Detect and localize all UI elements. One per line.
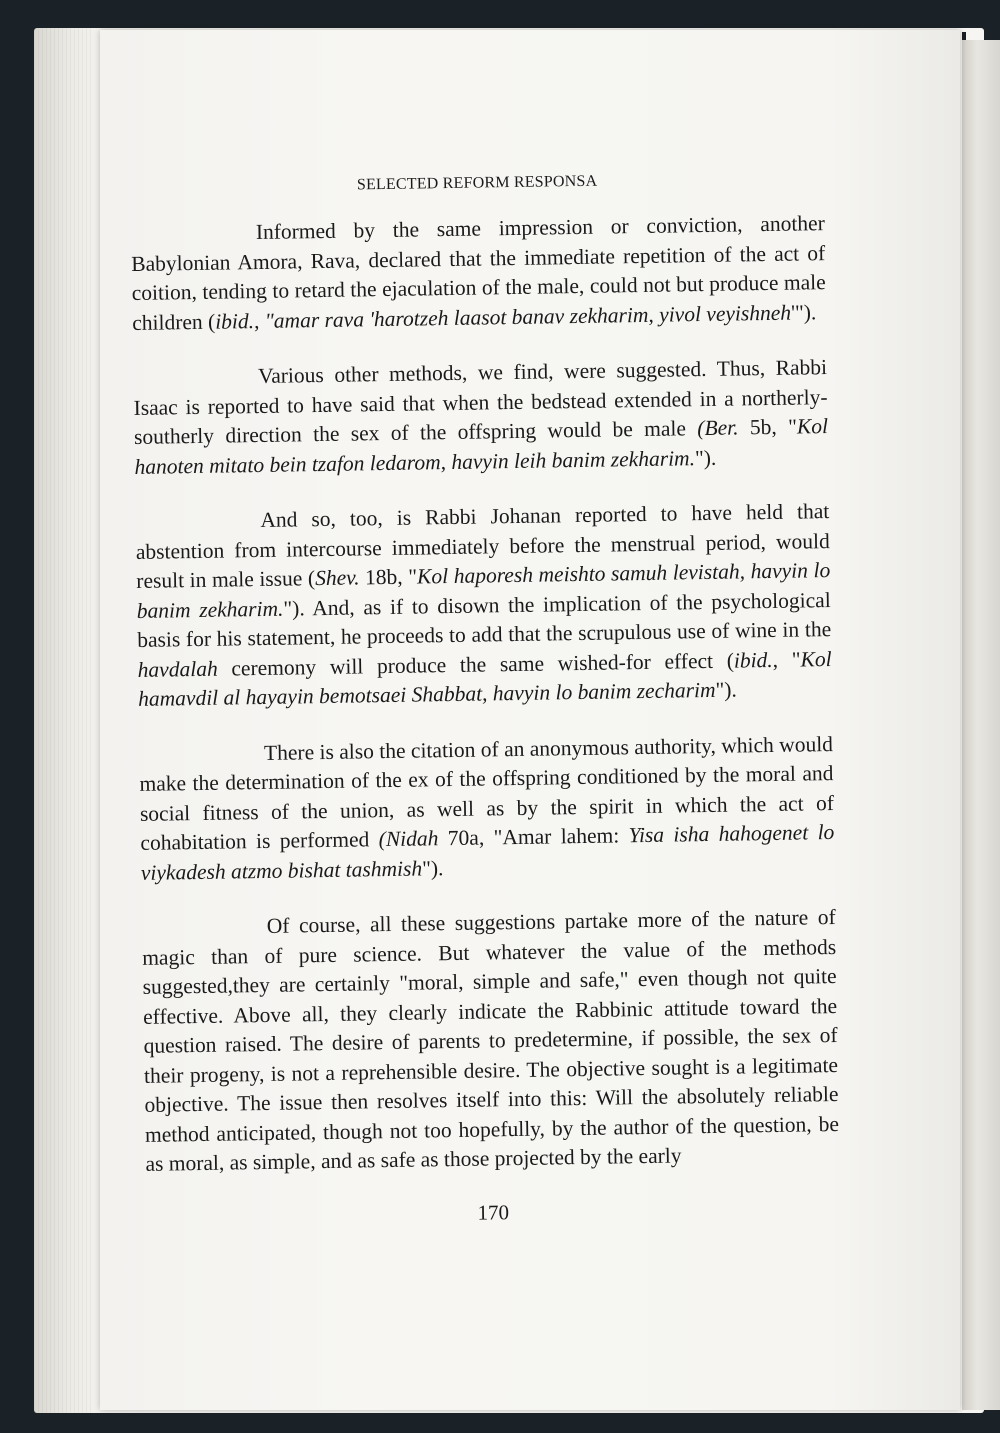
italic-run: Kol hamavdil al hayayin bemotsaei Shabbat, havyin lo banim zecharim (137, 646, 832, 711)
text-run: 18b, " (359, 564, 418, 590)
paragraph (131, 209, 827, 338)
running-head: SELECTED REFORM RESPONSA (356, 172, 598, 194)
italic-run: havdalah (137, 656, 218, 682)
text-run: '"). (790, 299, 817, 325)
paragraph (139, 730, 835, 888)
italic-run: ibid., "amar rava 'harotzeh laasot banav zekharim, yivol veyishneh (215, 300, 792, 334)
text-run: Informed by the same impression or conviction, another Babylonian Amora, Rava, declared that the immediate repetition of the act of coition, tending to retard the ejaculation of the male, could not but produce male children ( (131, 211, 826, 335)
facing-page-edge (962, 40, 1000, 1410)
text-run: "). (694, 445, 717, 470)
body-text (131, 209, 840, 1179)
italic-run: (Nidah (378, 826, 439, 852)
page-content (130, 169, 840, 1230)
italic-run: Yisa isha hahogenet lo viykadesh atzmo bishat tashmish (140, 820, 835, 885)
text-run: , " (772, 647, 801, 672)
italic-run: Shev. (314, 565, 360, 591)
text-run: 5b, " (738, 414, 798, 440)
text-run: "). (421, 855, 444, 880)
italic-run: Kol hanoten mitato bein tzafon ledarom, havyin leih banim zekharim. (134, 414, 829, 479)
paragraph (142, 903, 840, 1179)
text-run: 70a, "Amar lahem: (438, 823, 629, 851)
text-run: ceremony will produce the same wished-for effect ( (217, 648, 735, 681)
text-run: There is also the citation of an anonymous authority, which would make the determination of the ex of the offspring conditioned by the moral and social fitness of the union, as well as by the spirit in which the act of cohabitation is performed (139, 731, 835, 855)
text-run: "). (715, 677, 738, 702)
italic-run: Kol haporesh meishto samuh levistah, havyin lo banim zekharim. (136, 558, 831, 623)
text-run: "). And, as if to disown the implication of the psychological basis for his statement, he proceeds to add that the scrupulous use of wine in the (137, 587, 832, 652)
page-number: 170 (477, 1199, 510, 1225)
paragraph (133, 353, 829, 482)
text-run: Of course, all these suggestions partake more of the nature of magic than of pure science. But whatever the value of the methods suggested,they are certainly "moral, simple and safe," even though not quite effective. Above all, they clearly indicate the Rabbinic attitude toward the question raised. The desire of parents to predetermine, if possible, the sex of their progeny, is not a reprehensible desire. The objective sought is a legitimate objective. The issue then resolves itself into this: Will the absolutely reliable method anticipated, though not too hopefully, by the author of the question, be as moral, as simple, and as safe as those projected by the early (142, 905, 840, 1176)
italic-run: ibid. (733, 647, 773, 673)
italic-run: (Ber. (697, 415, 739, 441)
paragraph (135, 497, 832, 714)
text-run: And so, too, is Rabbi Johanan reported to have held that abstention from intercourse immediately before the menstrual period, would result in male issue ( (135, 499, 830, 593)
text-run: Various other methods, we find, were suggested. Thus, Rabbi Isaac is reported to have said that when the bedstead extended in a northerly-southerly direction the sex of the offspring would be male (133, 355, 828, 449)
